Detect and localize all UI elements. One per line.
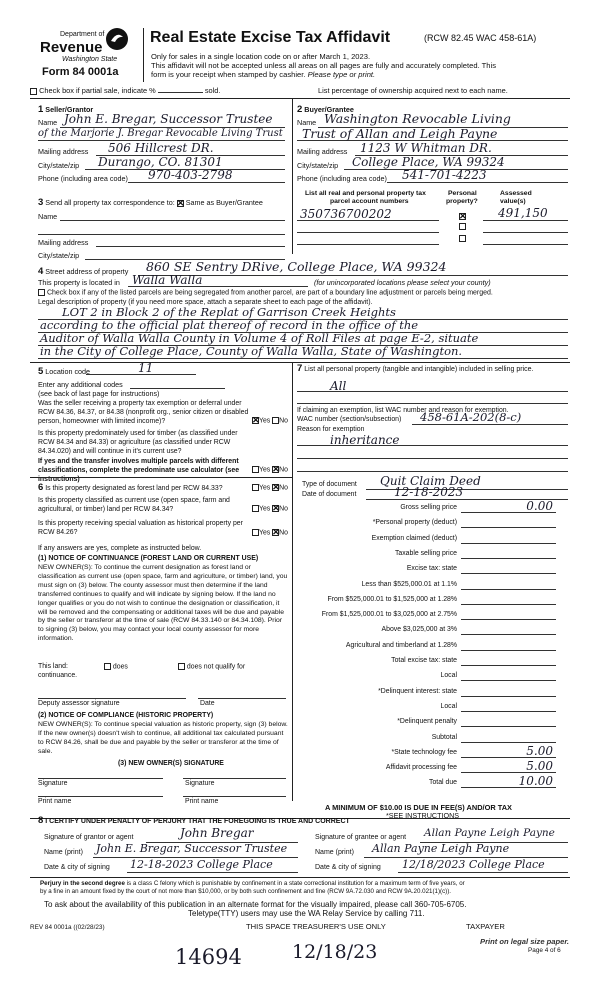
tax-row-label: From $525,000.01 to $1,525,000 at 1.28% — [327, 595, 457, 603]
buyer-phone-line — [387, 182, 568, 183]
tax-row-label: Less than $525,000.01 at 1.1% — [361, 580, 457, 588]
open-space-yes-no: Yes ✕ No — [252, 505, 288, 512]
form-title: Real Estate Excise Tax Affidavit — [150, 29, 391, 46]
tax-row-line — [461, 680, 556, 681]
located-value[interactable]: Walla Walla — [132, 273, 203, 287]
treasurer-use: THIS SPACE TREASURER'S USE ONLY — [246, 922, 386, 931]
notice1-title: (1) NOTICE OF CONTINUANCE (FOREST LAND OR CURRENT USE) — [38, 555, 259, 562]
tax-row-line — [461, 589, 556, 590]
grantee-name-label: Name (print) — [315, 849, 354, 856]
header-rule — [30, 98, 570, 99]
partial-sale: Check box if partial sale, indicate % sold. — [30, 86, 220, 95]
personal-header1: Personal — [448, 190, 477, 197]
doc-type-value[interactable]: Quit Claim Deed — [380, 474, 481, 488]
personal-property-checkbox-1[interactable] — [459, 213, 466, 220]
section5-rule — [30, 477, 292, 478]
does-not-checkbox[interactable] — [178, 663, 185, 670]
tax-row-line — [461, 573, 556, 574]
deputy-date-label: Date — [200, 700, 215, 707]
street-value[interactable]: 860 SE Sentry DRive, College Place, WA 99324 — [146, 259, 447, 274]
minimum-due: A MINIMUM OF $10.00 IS DUE IN FEE(S) AND/OR TAX — [325, 803, 512, 812]
dept-state: Washington State — [62, 56, 118, 63]
tax-row-line — [461, 543, 556, 544]
certify-title: 8 I CERTIFY UNDER PENALTY OF PERJURY THAT THE FOREGOING IS TRUE AND CORRECT — [38, 815, 350, 826]
tax-row-line — [461, 619, 556, 620]
list-percentage-note: List percentage of ownership acquired next to each name. — [318, 86, 508, 95]
tax-row-label: Taxable selling price — [394, 549, 457, 557]
legal-value2[interactable]: according to the official plat thereof of record in the office of the — [40, 318, 419, 332]
form-title-rcw: (RCW 82.45 WAC 458-61A) — [424, 33, 537, 43]
grantor-date-value[interactable]: 12-18-2023 College Place — [130, 858, 273, 871]
notice-line3: form is your receipt when stamped by cashier. Please type or print. — [151, 70, 376, 79]
parcel-line2 — [297, 232, 439, 233]
seller-name-value[interactable]: John E. Bregar, Successor Trustee — [64, 112, 273, 126]
notice3-title: (3) NEW OWNER(S) SIGNATURE — [118, 760, 224, 767]
assessed-value[interactable]: 491,150 — [498, 206, 548, 220]
if-any-yes: If any answers are yes, complete as instructed below. — [38, 545, 202, 552]
open-space-question: Is this property classified as current use (open space, farm and agricultural, or timber) land per RCW 84.34? — [38, 497, 230, 514]
tax-row-label: Excise tax: state — [406, 565, 457, 573]
parcel-header1: List all real and personal property tax — [305, 190, 426, 197]
personal-property-checkbox-2[interactable] — [459, 223, 466, 230]
new-owner-sig-line2[interactable] — [183, 778, 286, 779]
seller-city-label: City/state/zip — [38, 161, 80, 170]
section-divider-12 — [292, 99, 293, 254]
alt-format-line1: To ask about the availability of this publication in an alternate format for the visually impaired, please call 360-705-6705. — [44, 900, 467, 909]
buyer-city-value[interactable]: College Place, WA 99324 — [352, 155, 505, 169]
personal-property-checkbox-3[interactable] — [459, 235, 466, 242]
tax-row-label: Agricultural and timberland at 1.28% — [345, 641, 457, 649]
grantor-name-value[interactable]: John E. Bregar, Successor Trustee — [96, 842, 288, 855]
does-not-option: does not qualify for — [178, 663, 245, 670]
footer-rule — [30, 877, 570, 878]
special-valuation-yes-no: Yes ✕ No — [252, 529, 288, 536]
personal-property-line2 — [297, 403, 568, 404]
section3-name-line2 — [38, 234, 285, 235]
legal-size-note: Print on legal size paper. — [480, 937, 570, 946]
seller-mailing-label: Mailing address — [38, 147, 89, 156]
grantor-name-label: Name (print) — [44, 849, 83, 856]
tax-row-line — [461, 742, 556, 743]
legal-value1[interactable]: LOT 2 in Block 2 of the Replat of Garrison Creek Heights — [62, 305, 396, 319]
section3-title: 3 Send all property tax correspondence to: ✕ Same as Buyer/Grantee — [38, 197, 263, 208]
tax-row-label: Local — [440, 702, 457, 710]
additional-codes-label: Enter any additional codes — [38, 380, 123, 389]
forest-no-checkbox[interactable] — [272, 484, 279, 491]
tax-row-label: Gross selling price — [400, 504, 457, 511]
legal-value4[interactable]: in the City of College Place, County of Walla Walla, State of Washington. — [40, 344, 463, 358]
grantee-date-label: Date & city of signing — [315, 864, 381, 871]
this-land-label: This land: — [38, 663, 68, 670]
timber-no-checkbox[interactable] — [272, 466, 279, 473]
deputy-sig-label: Deputy assessor signature — [38, 700, 120, 707]
timber-question: Is this property predominately used for timber (as classified under RCW 84.34 and 84.33) or agriculture (as classified under RCW 84.34.020) and will continue in it's current use? — [38, 430, 238, 456]
wac-value[interactable]: 458-61A-202(8-c) — [420, 410, 522, 424]
seller-name-label: Name — [38, 118, 58, 127]
does-option: does — [104, 663, 128, 670]
tax-row-label: *Personal property (deduct) — [372, 519, 457, 527]
tax-row-label: *Delinquent interest: state — [378, 687, 457, 695]
tax-row-line — [461, 558, 556, 559]
stamp-number: 14694 — [175, 945, 242, 969]
notice1-text: NEW OWNER(S): To continue the current designation as forest land or classification as current use (open space, farm and agriculture, or timber) land, you must sign on (3) below. The county assessor must then determine if the land transferred continues to qualify and will indicate by signing below. If the land no longer qualifies or you do not wish to continue the designation or classification, it will be removed and the compensating or additional taxes will be due and payable by the seller or transferor at the time of sale (RCW 84.33.140 or 84.34.108). Prior to signing (3) below, you may contact your local county assessor for more information. — [38, 564, 288, 643]
open-space-no-checkbox[interactable] — [272, 505, 279, 512]
grantor-sig-value[interactable]: John Bregar — [180, 826, 254, 840]
see-instructions: *SEE INSTRUCTIONS — [386, 811, 460, 820]
legal-line4 — [38, 358, 568, 359]
exemption-yes-no: ✕ Yes No — [252, 417, 288, 424]
forest-question: 6 Is this property designated as forest land per RCW 84.33? — [38, 482, 223, 493]
tax-row-line — [461, 696, 556, 697]
grantee-date-value[interactable]: 12/18/2023 College Place — [402, 858, 545, 871]
forest-yes-checkbox[interactable] — [252, 484, 259, 491]
tax-row-line — [461, 711, 556, 712]
print-name-label-1: Print name — [38, 798, 72, 805]
new-owner-sig-line1[interactable] — [38, 778, 163, 779]
form-number: Form 84 0001a — [42, 66, 119, 78]
assessed-line1 — [483, 220, 568, 221]
seller-phone-value[interactable]: 970-403-2798 — [148, 168, 233, 182]
alt-format-line2: Teletype(TTY) users may use the WA Relay Service by calling 711. — [188, 909, 425, 918]
personal-property-label: 7 List all personal property (tangible and intangible) included in selling price. — [297, 363, 534, 374]
tax-row-line — [461, 634, 556, 635]
tax-row-line — [461, 665, 556, 666]
buyer-name-value[interactable]: Washington Revocable Living — [324, 111, 511, 126]
timber-question-bold: If yes and the transfer involves multiple parcels with different classifications, complete the predominate use calculator (see instructions) — [38, 458, 240, 484]
personal-header2: property? — [446, 198, 478, 205]
reason-line2 — [297, 458, 568, 459]
reason-label: Reason for exemption — [297, 426, 365, 433]
tax-row-label: Local — [440, 672, 457, 680]
buyer-mailing-value[interactable]: 1123 W Whitman DR. — [360, 141, 492, 155]
section3-mailing-label: Mailing address — [38, 238, 89, 247]
tax-row-label: *Delinquent penalty — [397, 718, 457, 726]
doc-date-label: Date of document — [302, 491, 357, 498]
additional-codes-note: (see back of last page for instructions) — [38, 389, 160, 398]
tax-row-label: *State technology fee — [391, 748, 457, 756]
doc-date-value[interactable]: 12-18-2023 — [394, 485, 464, 499]
seller-name-value2[interactable]: of the Marjorie J. Bregar Revocable Living Trust — [38, 128, 283, 139]
located-note: (for unincorporated locations please select your county) — [314, 278, 491, 287]
tax-row-line — [461, 527, 556, 528]
grantee-date-line — [398, 872, 568, 873]
tax-row-line — [461, 604, 556, 605]
assessed-line3 — [483, 244, 568, 245]
assessed-header2: value(s) — [500, 198, 526, 205]
buyer-phone-value[interactable]: 541-701-4223 — [402, 168, 487, 182]
buyer-phone-label: Phone (including area code) — [297, 174, 387, 183]
deputy-sig-line[interactable] — [38, 698, 186, 699]
seller-phone-label: Phone (including area code) — [38, 174, 128, 183]
reason-line3 — [297, 471, 568, 472]
header-divider — [143, 28, 144, 82]
grantor-date-label: Date & city of signing — [44, 864, 110, 871]
tax-row-label: Affidavit processing fee — [385, 764, 457, 772]
personal-property-value[interactable]: All — [330, 379, 347, 393]
notice-line2: This affidavit will not be accepted unless all areas on all pages are fully and accurately completed. This — [151, 61, 497, 70]
grantee-sig-value[interactable]: Allan Payne Leigh Payne — [424, 827, 555, 839]
perjury-line2: by a fine in an amount fixed by the court of not more than $10,000, or by both such confinement and fine (RCW 9A.72.030 and RCW 9A.20.021(1)(c)). — [40, 888, 452, 895]
tax-row-label: Subtotal — [431, 733, 457, 741]
wac-line — [412, 424, 568, 425]
tax-row-value[interactable]: 5.00 — [526, 759, 553, 774]
parcel-line3 — [297, 244, 439, 245]
does-checkbox[interactable] — [104, 663, 111, 670]
parcel-value[interactable]: 350736700202 — [300, 207, 392, 221]
tax-row-label: Total excise tax: state — [391, 657, 457, 664]
deputy-date-line[interactable] — [198, 698, 286, 699]
taxpayer-label: TAXPAYER — [466, 922, 505, 931]
buyer-mailing-label: Mailing address — [297, 147, 348, 156]
new-owner-print-line2[interactable] — [183, 796, 286, 797]
tax-row-value[interactable]: 5.00 — [526, 743, 553, 758]
seller-city-value[interactable]: Durango, CO. 81301 — [98, 155, 223, 169]
tax-row-label: Above $3,025,000 at 3% — [381, 626, 457, 634]
timber-yes-no: Yes ✕ No — [252, 466, 288, 473]
street-line — [138, 275, 568, 276]
dept-line1: Department of — [60, 31, 105, 38]
segregated-checkbox[interactable] — [38, 289, 45, 296]
stamp-date: 12/18/23 — [292, 941, 378, 963]
tax-row-label: Total due — [429, 779, 457, 787]
notice2-title: (2) NOTICE OF COMPLIANCE (HISTORIC PROPERTY) — [38, 712, 214, 719]
tax-row-line — [461, 650, 556, 651]
legal-label: Legal description of property (if you need more space, attach a separate sheet to each page of the affidavit). — [38, 299, 373, 306]
doc-type-label: Type of document — [302, 481, 357, 488]
new-owner-print-line1[interactable] — [38, 796, 163, 797]
page-number: Page 4 of 6 — [528, 947, 561, 954]
special-yes-checkbox[interactable] — [252, 529, 259, 536]
grantor-date-line — [127, 872, 298, 873]
forest-yes-no: Yes ✕ No — [252, 484, 288, 491]
same-as-buyer-checkbox[interactable] — [177, 200, 184, 207]
section-divider-57 — [292, 363, 293, 801]
reason-value[interactable]: inheritance — [330, 433, 400, 447]
grantee-sig-label: Signature of grantee or agent — [315, 834, 407, 841]
seller-title: 1 Seller/Grantor — [38, 104, 94, 115]
section3-mailing-line — [96, 246, 285, 247]
buyer-city-label: City/state/zip — [297, 161, 339, 170]
timber-yes-checkbox[interactable] — [252, 466, 259, 473]
exemption-question: Was the seller receiving a property tax exemption or deferral under RCW 84.36, 84.37, or 84.38 (nonprofit org., senior citizen or disabled person, homeowner with limited income)? — [38, 400, 249, 426]
perjury-line1: Perjury in the second degree is a class C felony which is punishable by confinement in a state correctional institution for a maximum term of five years, or — [40, 880, 465, 887]
buyer-name-label: Name — [297, 118, 317, 127]
buyer-title: 2 Buyer/Grantee — [297, 104, 354, 115]
segregated-row: Check box if any of the listed parcels are being segregated from another parcel, are part of a boundary line adjustment or parcels being merged. — [38, 289, 493, 296]
special-no-checkbox[interactable] — [272, 529, 279, 536]
legal-value3[interactable]: Auditor of Walla Walla County in Volume 4 of Roll Files at page E-2, situate — [40, 331, 479, 345]
notice-line1: Only for sales in a single location code on or after March 1, 2023. — [151, 52, 371, 61]
open-space-yes-checkbox[interactable] — [252, 505, 259, 512]
exemption-yes-checkbox[interactable] — [252, 417, 259, 424]
tax-row-line — [461, 726, 556, 727]
tax-row-label: From $1,525,000.01 to $3,025,000 at 2.75% — [321, 611, 457, 619]
signature-label-1: Signature — [38, 780, 68, 787]
tax-row-label: Exemption claimed (deduct) — [371, 534, 457, 542]
signature-label-2: Signature — [185, 780, 215, 787]
assessed-line2 — [483, 232, 568, 233]
wac-label: WAC number (section/subsection) — [297, 416, 402, 423]
claim-exemption-label: If claiming an exemption, list WAC number and reason for exemption. — [297, 407, 509, 414]
seller-mailing-value[interactable]: 506 Hillcrest DR. — [108, 141, 214, 155]
notice2-text: NEW OWNER(S): To continue special valuation as historic property, sign (3) below. If the new owner(s) doesn't wish to continue, all additional tax calculated pursuant to RCW 84.26, shall be due and payable by the seller or transferor at the time of sale. — [38, 721, 288, 755]
tax-row-value[interactable]: 0.00 — [526, 499, 553, 513]
partial-sale-checkbox[interactable] — [30, 88, 37, 95]
special-valuation-question: Is this property receiving special valuation as historical property per RCW 84.26? — [38, 520, 243, 537]
assessed-header1: Assessed — [500, 190, 532, 197]
rev-number: REV 84 0001a ((02/28/23) — [30, 924, 105, 931]
section3-name-line — [60, 220, 285, 221]
dept-revenue: Revenue — [40, 39, 103, 56]
location-code-value[interactable]: 11 — [138, 361, 154, 375]
parcel-header2: parcel account numbers — [330, 198, 409, 205]
grantor-sig-label: Signature of grantor or agent — [44, 834, 134, 841]
seller-phone-line — [128, 182, 285, 183]
tax-row-value[interactable]: 10.00 — [518, 774, 553, 789]
section3-name-label: Name — [38, 212, 58, 221]
street-label: 4 Street address of property — [38, 266, 129, 277]
buyer-name-value2[interactable]: Trust of Allan and Leigh Payne — [302, 126, 498, 141]
continuance-label: continuance. — [38, 672, 78, 679]
revenue-logo-icon — [105, 27, 129, 51]
location-code-label: 5 Location code — [38, 366, 91, 377]
print-name-label-2: Print name — [185, 798, 219, 805]
grantee-name-value[interactable]: Allan Payne Leigh Payne — [372, 842, 510, 855]
located-label: This property is located in — [38, 278, 120, 287]
section3-city-label: City/state/zip — [38, 251, 80, 260]
